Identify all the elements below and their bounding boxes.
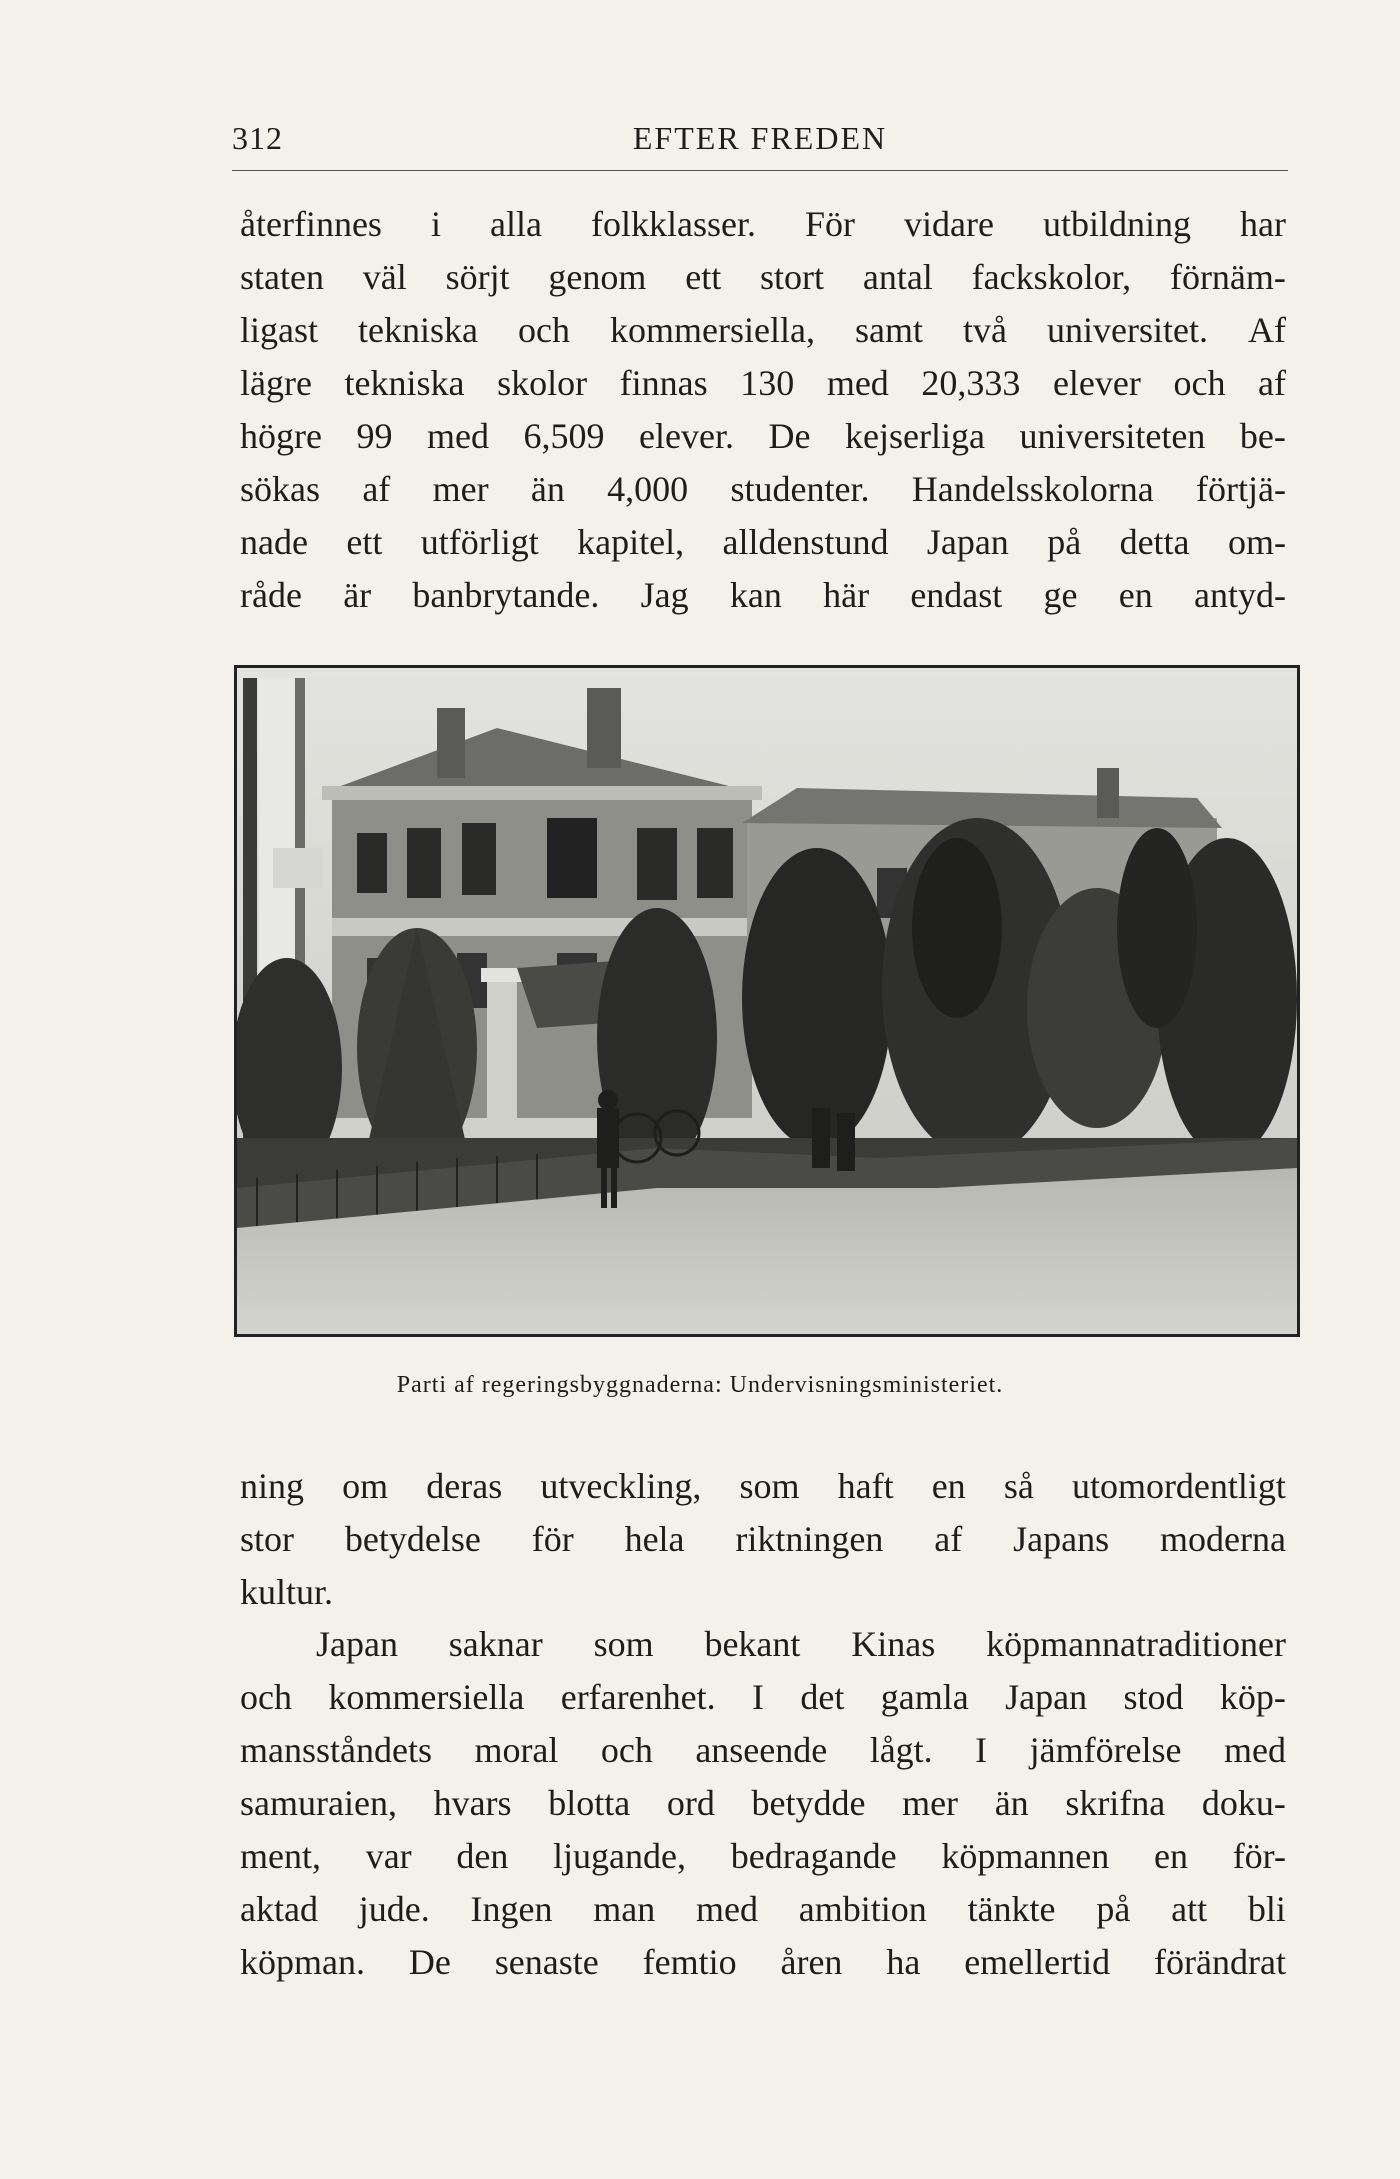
word: skolor: [497, 363, 588, 403]
word: med: [427, 416, 489, 456]
word: och: [1173, 363, 1226, 403]
text-line: [240, 1777, 1286, 1830]
word: tänkte: [967, 1889, 1056, 1929]
word: fackskolor,: [971, 257, 1132, 297]
page-header: [232, 114, 1288, 171]
text-line: [240, 516, 1286, 569]
text-line: [240, 1883, 1286, 1936]
word: ligast: [240, 310, 318, 350]
word: genom: [548, 257, 647, 297]
word: mansståndets: [240, 1730, 432, 1770]
word: femtio: [642, 1942, 737, 1982]
word: jämförelse: [1029, 1730, 1182, 1770]
word: riktningen: [735, 1519, 884, 1559]
word: kan: [729, 575, 782, 615]
word: elever: [1052, 363, 1141, 403]
word: deras: [426, 1466, 503, 1506]
word: folkklasser.: [590, 204, 756, 244]
word: emellertid: [964, 1942, 1111, 1982]
text-line: [240, 1618, 1286, 1671]
word: De: [768, 416, 811, 456]
word: med: [1223, 1730, 1286, 1770]
word: att: [1171, 1889, 1208, 1929]
word: kejserliga: [844, 416, 985, 456]
word: gamla: [880, 1677, 969, 1717]
word: köpman.: [240, 1942, 365, 1982]
word: ett: [685, 257, 722, 297]
word: 20,333: [921, 363, 1021, 403]
text-line: [240, 410, 1286, 463]
word: Ingen: [470, 1889, 553, 1929]
word: ord: [666, 1783, 715, 1823]
word: en: [1154, 1836, 1188, 1876]
word: 6,509: [523, 416, 605, 456]
word: Japans: [1013, 1519, 1110, 1559]
text-line: [240, 1460, 1286, 1513]
text-line: [240, 198, 1286, 251]
word: förändrat: [1154, 1942, 1286, 1982]
word: ambition: [798, 1889, 927, 1929]
word: för-: [1232, 1836, 1286, 1876]
word: universiteten: [1019, 416, 1206, 456]
word: ge: [1043, 575, 1078, 615]
word: två: [963, 310, 1007, 350]
word: tekniska: [344, 363, 465, 403]
word: än: [530, 469, 565, 509]
word: köpmannatraditioner: [986, 1624, 1286, 1664]
word: saknar: [448, 1624, 543, 1664]
word: och: [518, 310, 570, 350]
word: bedragande: [730, 1836, 897, 1876]
word: jude.: [358, 1889, 430, 1929]
text-line: [240, 1724, 1286, 1777]
word: än: [994, 1783, 1029, 1823]
text-line: [240, 304, 1286, 357]
word: Japan: [926, 522, 1009, 562]
word: för: [531, 1519, 574, 1559]
word: som: [739, 1466, 800, 1506]
word: på: [1047, 522, 1082, 562]
word: I: [975, 1730, 988, 1770]
word: bekant: [704, 1624, 801, 1664]
word: antyd-: [1194, 575, 1286, 615]
word: alla: [489, 204, 542, 244]
word: finnas: [619, 363, 708, 403]
word: moderna: [1159, 1519, 1286, 1559]
word: De: [408, 1942, 451, 1982]
word: som: [593, 1624, 654, 1664]
word: 4,000: [607, 469, 689, 509]
word: moral: [474, 1730, 559, 1770]
word: aktad: [240, 1889, 318, 1929]
word: med: [826, 363, 889, 403]
word: För: [804, 204, 855, 244]
word: doku-: [1201, 1783, 1286, 1823]
word: anseende: [695, 1730, 828, 1770]
text-line: [240, 1513, 1286, 1566]
word: stor: [240, 1519, 294, 1559]
word: elever.: [639, 416, 734, 456]
word: och: [600, 1730, 653, 1770]
word: staten: [240, 257, 324, 297]
word: här: [823, 575, 870, 615]
word: samt: [854, 310, 923, 350]
text-line: [240, 1936, 1286, 1989]
word: ha: [886, 1942, 921, 1982]
word: stod: [1123, 1677, 1184, 1717]
word: skrifna: [1065, 1783, 1166, 1823]
word: alldenstund: [722, 522, 889, 562]
word: betydelse: [344, 1519, 481, 1559]
word: blotta: [548, 1783, 631, 1823]
text-line: [240, 1671, 1286, 1724]
word: nade: [240, 522, 308, 562]
word: haft: [837, 1466, 894, 1506]
word: i: [430, 204, 441, 244]
word: samuraien,: [240, 1783, 397, 1823]
word: om-: [1227, 522, 1286, 562]
word: väl: [362, 257, 407, 297]
word: erfarenhet.: [560, 1677, 716, 1717]
word: om: [342, 1466, 389, 1506]
word: mer: [432, 469, 489, 509]
word: af: [362, 469, 391, 509]
word: af: [934, 1519, 963, 1559]
word: universitet.: [1047, 310, 1208, 350]
word: utbildning: [1042, 204, 1191, 244]
word: så: [1003, 1466, 1034, 1506]
word: köp-: [1219, 1677, 1286, 1717]
text-line: [240, 357, 1286, 410]
word: man: [593, 1889, 656, 1929]
word: sörjt: [445, 257, 510, 297]
word: återfinnes: [240, 204, 382, 244]
word: på: [1096, 1889, 1131, 1929]
paragraph-1: [240, 198, 1286, 622]
word: betydde: [751, 1783, 866, 1823]
word: lägre: [240, 363, 312, 403]
paragraph-3: [240, 1618, 1286, 1989]
word: sökas: [240, 469, 320, 509]
word: den: [456, 1836, 509, 1876]
word: lågt.: [869, 1730, 933, 1770]
word: ljugande,: [553, 1836, 687, 1876]
word: studenter.: [730, 469, 870, 509]
word: förtjä-: [1196, 469, 1286, 509]
word: tekniska: [358, 310, 478, 350]
text-line: [240, 1830, 1286, 1883]
word: mer: [902, 1783, 959, 1823]
running-title: EFTER FREDEN: [632, 120, 888, 156]
word: kultur.: [240, 1572, 334, 1612]
word: senaste: [494, 1942, 599, 1982]
photograph-ministry-of-education: [234, 665, 1300, 1337]
word: ning: [240, 1466, 305, 1506]
word: Af: [1247, 310, 1286, 350]
text-line: [240, 463, 1286, 516]
word: 99: [356, 416, 393, 456]
word: kommersiella,: [610, 310, 815, 350]
word: en: [1118, 575, 1153, 615]
word: råde: [240, 575, 302, 615]
word: vidare: [904, 204, 994, 244]
word: och: [240, 1677, 292, 1717]
word: stort: [760, 257, 825, 297]
word: en: [931, 1466, 966, 1506]
building-photo-illustration: [237, 668, 1297, 1334]
word: af: [1258, 363, 1286, 403]
page-number: 312: [232, 120, 283, 156]
figure-caption: Parti af regeringsbyggnaderna: Undervisningsministeriet.: [396, 1372, 1004, 1398]
word: hela: [624, 1519, 685, 1559]
word: kapitel,: [577, 522, 685, 562]
word: utomordentligt: [1071, 1466, 1286, 1506]
word: åren: [780, 1942, 843, 1982]
word: köpmannen: [941, 1836, 1110, 1876]
word: 130: [740, 363, 795, 403]
word: förnäm-: [1169, 257, 1286, 297]
word: detta: [1119, 522, 1190, 562]
word: hvars: [433, 1783, 512, 1823]
word: banbrytande.: [412, 575, 600, 615]
word: kommersiella: [328, 1677, 525, 1717]
word: är: [343, 575, 372, 615]
word: endast: [910, 575, 1003, 615]
word: Japan: [316, 1624, 398, 1664]
word: Handelsskolorna: [911, 469, 1154, 509]
word: bli: [1247, 1889, 1286, 1929]
word: ett: [346, 522, 383, 562]
word: med: [696, 1889, 759, 1929]
word: har: [1240, 204, 1286, 244]
word: Jag: [640, 575, 689, 615]
word: utveckling,: [540, 1466, 702, 1506]
word: Japan: [1005, 1677, 1088, 1717]
text-line: [240, 1566, 1286, 1619]
word: högre: [240, 416, 322, 456]
word: Kinas: [851, 1624, 936, 1664]
word: det: [800, 1677, 845, 1717]
word: utförligt: [420, 522, 539, 562]
word: I: [752, 1677, 764, 1717]
word: be-: [1239, 416, 1286, 456]
paragraph-2: [240, 1460, 1286, 1619]
word: ment,: [240, 1836, 321, 1876]
word: var: [365, 1836, 412, 1876]
word: antal: [862, 257, 933, 297]
text-line: [240, 569, 1286, 622]
text-line: [240, 251, 1286, 304]
